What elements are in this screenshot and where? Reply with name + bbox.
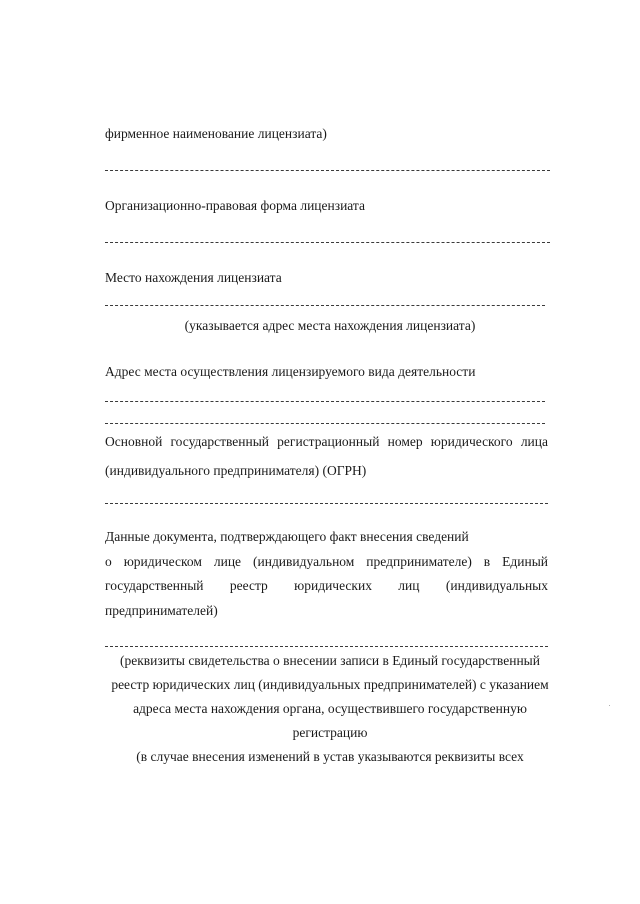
location-label: Место нахождения лицензиата	[105, 270, 282, 285]
location-blank-line	[105, 305, 545, 306]
registry-doc-blank-line	[105, 646, 548, 647]
registry-note-line-3: адреса места нахождения органа, осуществившего государственную	[133, 701, 527, 716]
location-hint: (указывается адрес места нахождения лицензиата)	[184, 318, 476, 333]
ogrn-label-line-2: (индивидуального предпринимателя) (ОГРН)	[105, 463, 367, 478]
legal-form-blank-line	[105, 242, 550, 243]
activity-address-label: Адрес места осуществления лицензируемого вида деятельности	[105, 364, 476, 379]
trade-name-blank-line	[105, 170, 550, 171]
activity-address-blank-line-1	[105, 401, 545, 402]
registry-doc-label-line-1: Данные документа, подтверждающего факт внесения сведений	[105, 529, 469, 544]
ogrn-blank-line	[105, 503, 548, 504]
registry-note-line-1: (реквизиты свидетельства о внесении записи в Единый государственный	[120, 653, 540, 668]
activity-address-blank-line-2	[105, 423, 545, 424]
registry-doc-label-line-2: о юридическом лице (индивидуальном предпринимателе) в Единый	[105, 554, 548, 569]
registry-doc-label-line-4: предпринимателей)	[105, 603, 218, 618]
scan-speck	[609, 705, 610, 706]
registry-doc-label-line-3: государственный реестр юридических лиц (индивидуальных	[105, 578, 548, 593]
registry-note-line-5: (в случае внесения изменений в устав указываются реквизиты всех	[136, 749, 524, 764]
registry-note-line-4: регистрацию	[292, 725, 368, 740]
trade-name-caption: фирменное наименование лицензиата)	[105, 126, 327, 141]
ogrn-label-line-1: Основной государственный регистрационный номер юридического лица	[105, 434, 548, 449]
legal-form-label: Организационно-правовая форма лицензиата	[105, 198, 365, 213]
registry-note-line-2: реестр юридических лиц (индивидуальных предпринимателей) с указанием	[111, 677, 549, 692]
